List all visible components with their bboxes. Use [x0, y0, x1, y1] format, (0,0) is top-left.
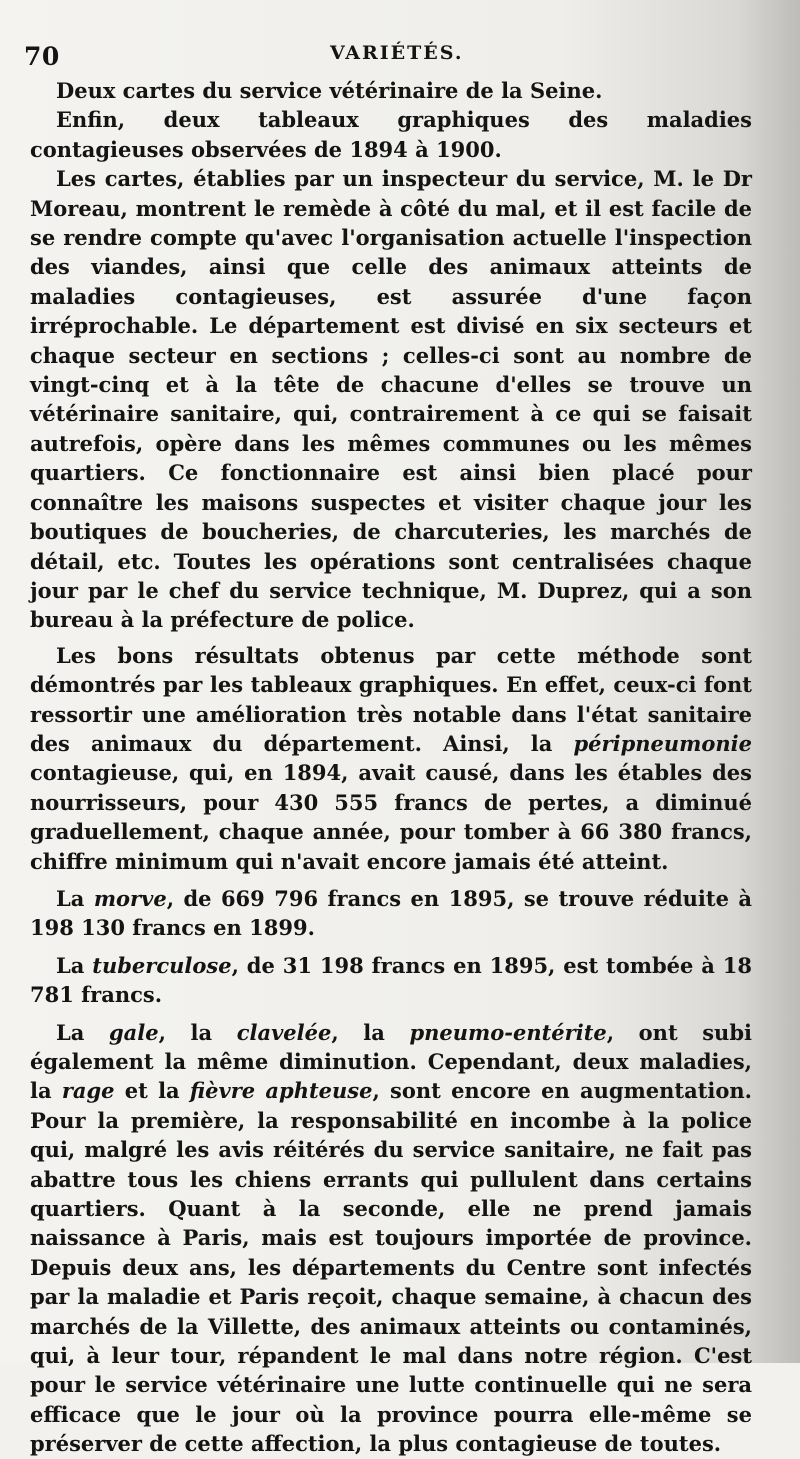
paragraph: Les cartes, établies par un inspecteur du service, M. le Dr Moreau, montrent le remède à côté du mal, et il est facile de se rendre compte qu'avec l'organisation actuelle l'inspection des viandes, ainsi que celle des animaux atteints de maladies contagieuses, est assurée d'une façon irréprochable. Le département est divisé en six secteurs et chaque secteur en sections ; celles-ci sont au nombre de vingt-cinq et à la tête de chacune d'elles se trouve un vétérinaire sanitaire, qui, contrairement à ce qui se faisait autrefois, opère dans les mêmes communes ou les mêmes quartiers. Ce fonctionnaire est ainsi bien placé pour connaître les maisons suspectes et visiter chaque jour les boutiques de boucheries, de charcuteries, les marchés de détail, etc. Toutes les opérations sont centralisées chaque jour par le chef du service technique, M. Duprez, qui a son bureau à la préfecture de police.: [30, 166, 752, 633]
disease-term: péripneumonie: [573, 730, 752, 756]
disease-term: morve: [93, 885, 167, 911]
text-run: , ont subi également la même diminution. Cependant, deux maladies, la: [30, 1019, 752, 1104]
text-run: , la: [331, 1019, 410, 1045]
text-run: La: [56, 952, 93, 978]
running-head: [24, 42, 760, 76]
paragraph: Deux cartes du service vétérinaire de la Seine.: [56, 78, 603, 103]
disease-term: clavelée: [236, 1019, 332, 1045]
body-text: [30, 76, 752, 1459]
paragraph: Enfin, deux tableaux graphiques des maladies contagieuses observées de 1894 à 1900.: [30, 107, 752, 162]
disease-term: fièvre aphteuse: [189, 1078, 373, 1104]
text-run: et la: [114, 1078, 190, 1104]
disease-term: pneumo-entérite: [409, 1019, 607, 1045]
paragraph: [30, 951, 752, 1010]
paragraph: [30, 1018, 752, 1459]
text-run: La: [56, 1019, 109, 1045]
text-run: La: [56, 885, 94, 911]
text-run: Les bons résultats obtenus par cette méthode sont démontrés par les tableaux graphiques. En effet, ceux-ci font ressortir une amélioration très notable dans l'état sanitaire des animaux du département. Ainsi, la: [30, 642, 752, 756]
paragraph: [30, 884, 752, 943]
text-run: , de 669 796 francs en 1895, se trouve réduite à 198 130 francs en 1899.: [30, 885, 752, 941]
page-number: 70: [24, 42, 60, 71]
disease-term: gale: [108, 1019, 159, 1045]
disease-term: tuberculose: [92, 952, 232, 978]
paragraph: [30, 641, 752, 876]
disease-term: rage: [61, 1078, 115, 1104]
text-run: , de 31 198 francs en 1895, est tombée à 18 781 francs.: [30, 952, 753, 1008]
text-run: contagieuse, qui, en 1894, avait causé, dans les étables des nourrisseurs, pour 430 555 francs de pertes, a diminué graduellement, chaque année, pour tomber à 66 380 francs, chiffre minimum qui n'avait encore jamais été atteint.: [30, 760, 752, 874]
text-run: , sont encore en augmentation. Pour la première, la responsabilité en incombe à la police qui, malgré les avis réitérés du service sanitaire, ne fait pas abattre tous les chiens errants qui pullulent dans certains quartiers. Quant à la seconde, elle ne prend jamais naissance à Paris, mais est toujours importée de province. Depuis deux ans, les départements du Centre sont infectés par la maladie et Paris reçoit, chaque semaine, à chacun des marchés de la Villette, des animaux atteints ou contaminés, qui, à leur tour, répandent le mal dans notre région. C'est pour le service vétérinaire une lutte continuelle qui ne sera efficace que le jour où la province pourra elle-même se préserver de cette affection, la plus contagieuse de toutes.: [30, 1078, 752, 1457]
text-run: , la: [158, 1019, 237, 1045]
section-title: VARIÉTÉS.: [330, 42, 464, 64]
